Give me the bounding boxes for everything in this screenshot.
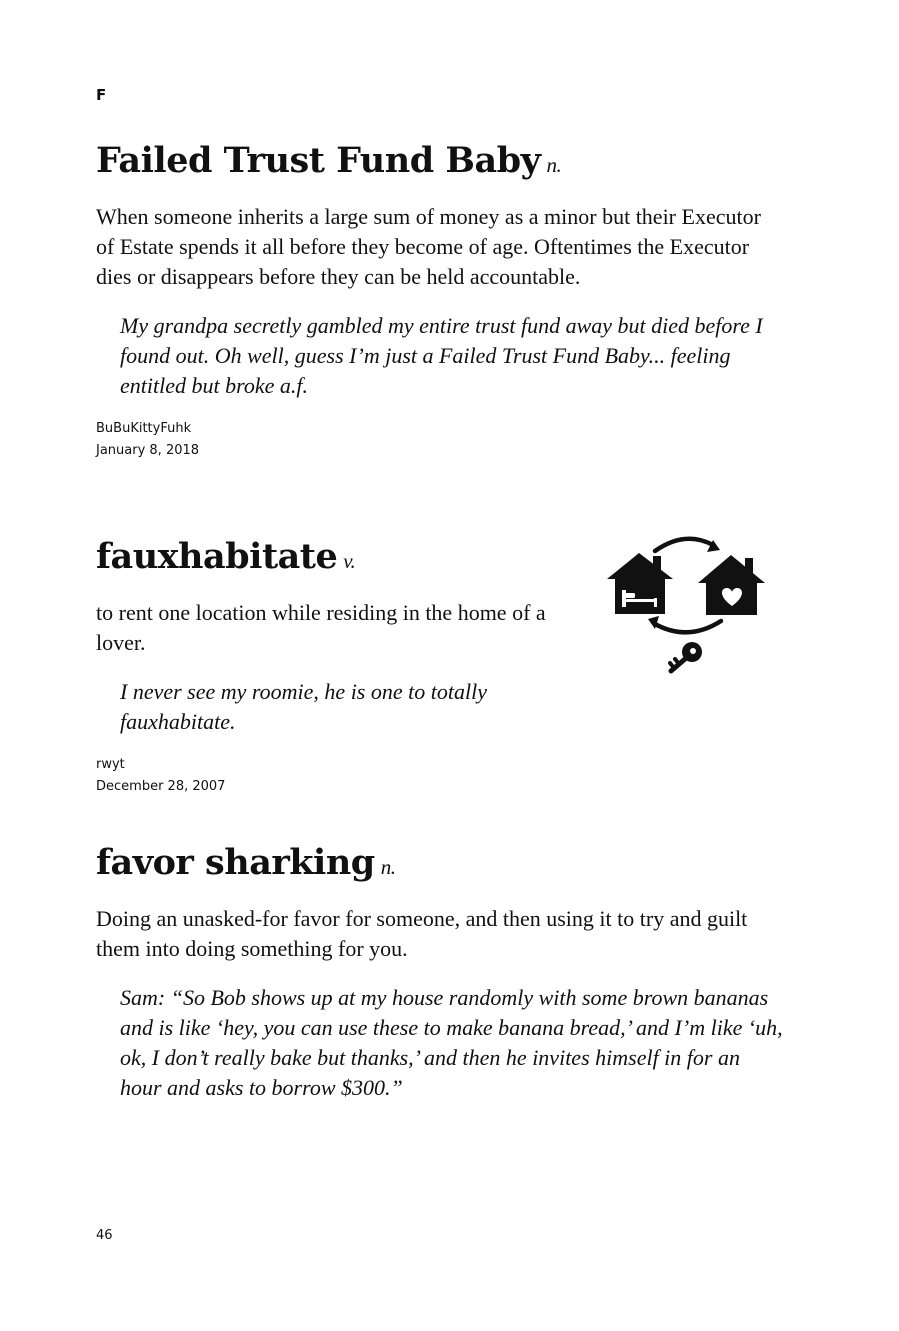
entry-author: rwyt [96,757,125,772]
entry-headword [96,140,776,186]
entry-headword [96,536,566,582]
part-of-speech: v. [343,549,356,573]
dictionary-entry [96,140,776,462]
headword-text: fauxhabitate [96,536,338,577]
entry-example: Sam: “So Bob shows up at my house randomly with some brown bananas and is like ‘hey, you can use these to make banana bread,’ and I’m like ‘uh, ok, I don’t really bake but thanks,’ and then he invites himself in for an hour and asks to borrow $300.” [120,985,783,1100]
two-houses-exchange-key-icon [603,532,769,674]
dictionary-entry [96,536,566,798]
entry-headword [96,842,786,888]
entry-date: January 8, 2018 [96,443,200,458]
part-of-speech: n. [546,153,562,177]
page-number: 46 [96,1228,113,1243]
entry-example: I never see my roomie, he is one to totally fauxhabitate. [120,679,487,734]
entry-definition: to rent one location while residing in the home of a lover. [96,600,546,655]
dictionary-entry [96,842,786,1103]
entry-example: My grandpa secretly gambled my entire trust fund away but died before I found out. Oh well, guess I’m just a Failed Trust Fund Baby... feeling entitled but broke a.f. [120,313,763,398]
entry-definition: Doing an unasked-for favor for someone, and then using it to try and guilt them into doing something for you. [96,906,748,961]
entry-date: December 28, 2007 [96,779,226,794]
headword-text: Failed Trust Fund Baby [96,140,541,181]
entry-definition: When someone inherits a large sum of money as a minor but their Executor of Estate spends it all before they become of age. Oftentimes the Executor dies or disappears before they can be held accountable. [96,204,761,289]
entry-author: BuBuKittyFuhk [96,421,192,436]
part-of-speech: n. [380,855,396,879]
section-letter: F [96,86,107,104]
headword-text: favor sharking [96,842,375,883]
